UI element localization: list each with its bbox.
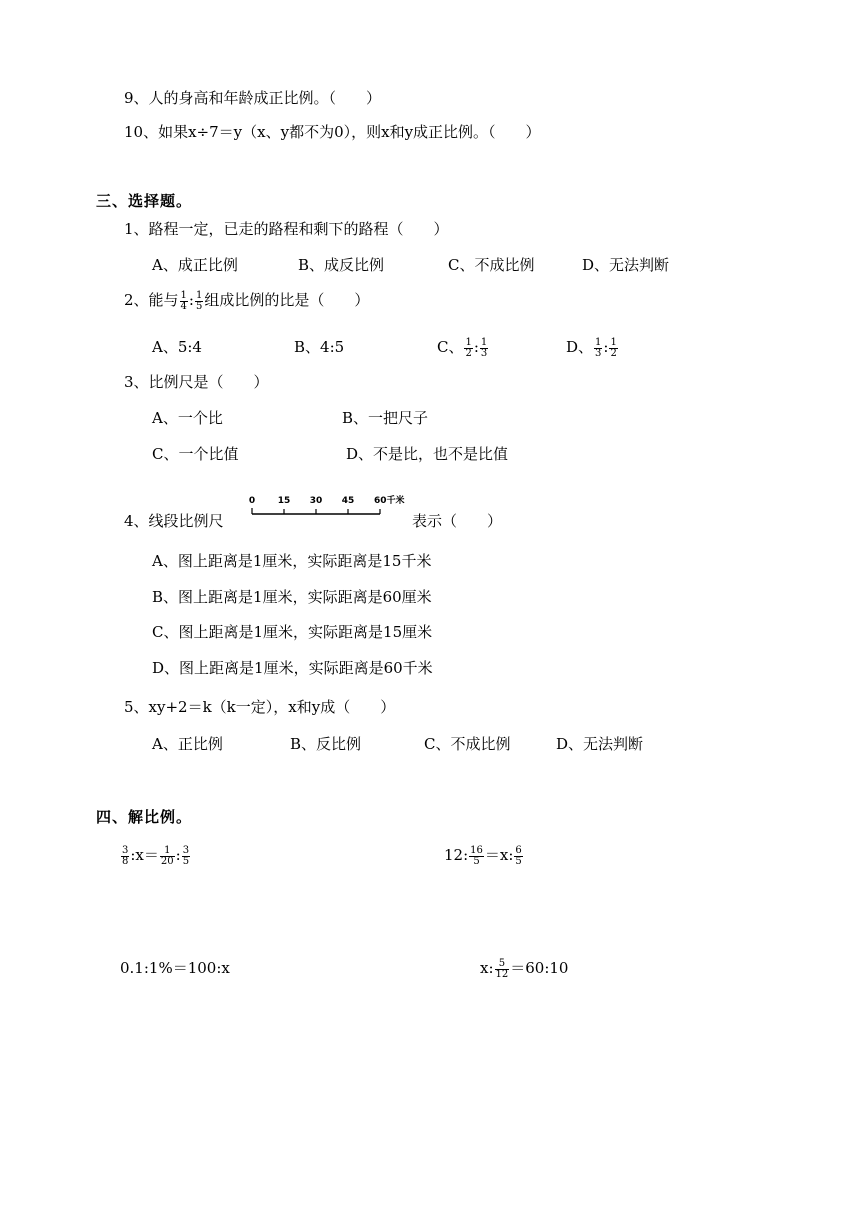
choice-q4-a: A、图上距离是1厘米，实际距离是15千米 [152, 552, 432, 570]
choice-q5-b: B、反比例 [290, 735, 362, 753]
ruler-tick-label: 0 [248, 496, 256, 506]
ruler-tick-label: 45 [341, 496, 355, 506]
choice-q4-b: B、图上距离是1厘米，实际距离是60厘米 [152, 588, 432, 606]
equation-3: 0.1:1%＝100:x [120, 959, 230, 977]
ruler-tick-label: 30 [309, 496, 323, 506]
fraction: $\frac{1}{3}$ [480, 336, 488, 359]
choice-q1-stem: 1、路程一定，已走的路程和剩下的路程（ ） [124, 220, 449, 238]
choice-q5-c: C、不成比例 [424, 735, 511, 753]
choice-q3-b: B、一把尺子 [342, 409, 429, 427]
ruler-tick-label: 60千米 [374, 496, 405, 506]
choice-q3-c: C、一个比值 [152, 445, 239, 463]
fraction: $\frac{6}{5}$ [515, 844, 522, 867]
choice-q2-a: A、5:4 [152, 338, 202, 356]
choice-q4-stem-pre: 4、线段比例尺 [124, 512, 224, 530]
fraction: $\frac{5}{12}$ [495, 957, 509, 980]
fraction: $\frac{1}{2}$ [610, 336, 617, 359]
choice-q2-b: B、4:5 [294, 338, 345, 356]
fraction: $\frac{1}{20}$ [160, 844, 174, 867]
choice-q3-d: D、不是比，也不是比值 [346, 445, 509, 463]
choice-q2-c: C、 $\frac{1}{2}$ : $\frac{1}{3}$ [437, 336, 488, 359]
choice-q2-stem: 2、能与 $\frac{1}{4}$ : $\frac{1}{5}$ 组成比例的比是（ ） [124, 289, 370, 312]
choice-q5-d: D、无法判断 [556, 735, 644, 753]
section-title-choice: 三、选择题。 [96, 192, 193, 210]
choice-q3-stem: 3、比例尺是（ ） [124, 373, 269, 391]
fraction: $\frac{3}{5}$ [182, 844, 190, 867]
choice-q5-stem: 5、xy+2＝k（k一定），x和y成（ ） [124, 698, 396, 716]
choice-q3-a: A、一个比 [152, 409, 223, 427]
fraction: $\frac{1}{2}$ [465, 336, 472, 359]
choice-q1-b: B、成反比例 [298, 256, 385, 274]
question-10: 10、如果x÷7＝y（x、y都不为0），则x和y成正比例。（ ） [124, 123, 541, 141]
ruler-tick-label: 15 [277, 496, 291, 506]
choice-q1-d: D、无法判断 [582, 256, 670, 274]
choice-q1-a: A、成正比例 [152, 256, 238, 274]
fraction: $\frac{3}{8}$ [122, 844, 129, 867]
fraction: $\frac{1}{4}$ [180, 289, 187, 312]
choice-q4-d: D、图上距离是1厘米，实际距离是60千米 [152, 659, 433, 677]
question-9: 9、人的身高和年龄成正比例。（ ） [124, 89, 382, 107]
choice-q1-c: C、不成比例 [448, 256, 535, 274]
choice-q2-d: D、 $\frac{1}{3}$ : $\frac{1}{2}$ [566, 336, 617, 359]
choice-q5-a: A、正比例 [152, 735, 223, 753]
scale-ruler-figure [246, 492, 405, 522]
equation-1: $\frac{3}{8}$ :x＝ $\frac{1}{20}$ : $\frac{3}{5}$ [122, 844, 190, 867]
fraction: $\frac{1}{5}$ [195, 289, 203, 312]
choice-q4-stem-post: 表示（ ） [412, 512, 503, 530]
fraction: $\frac{16}{5}$ [470, 844, 483, 867]
equation-2: 12: $\frac{16}{5}$ ＝x: $\frac{6}{5}$ [444, 844, 522, 867]
section-title-solve: 四、解比例。 [96, 808, 193, 826]
equation-4: x: $\frac{5}{12}$ ＝60:10 [480, 957, 569, 980]
choice-q4-c: C、图上距离是1厘米，实际距离是15厘米 [152, 623, 433, 641]
fraction: $\frac{1}{3}$ [595, 336, 602, 359]
